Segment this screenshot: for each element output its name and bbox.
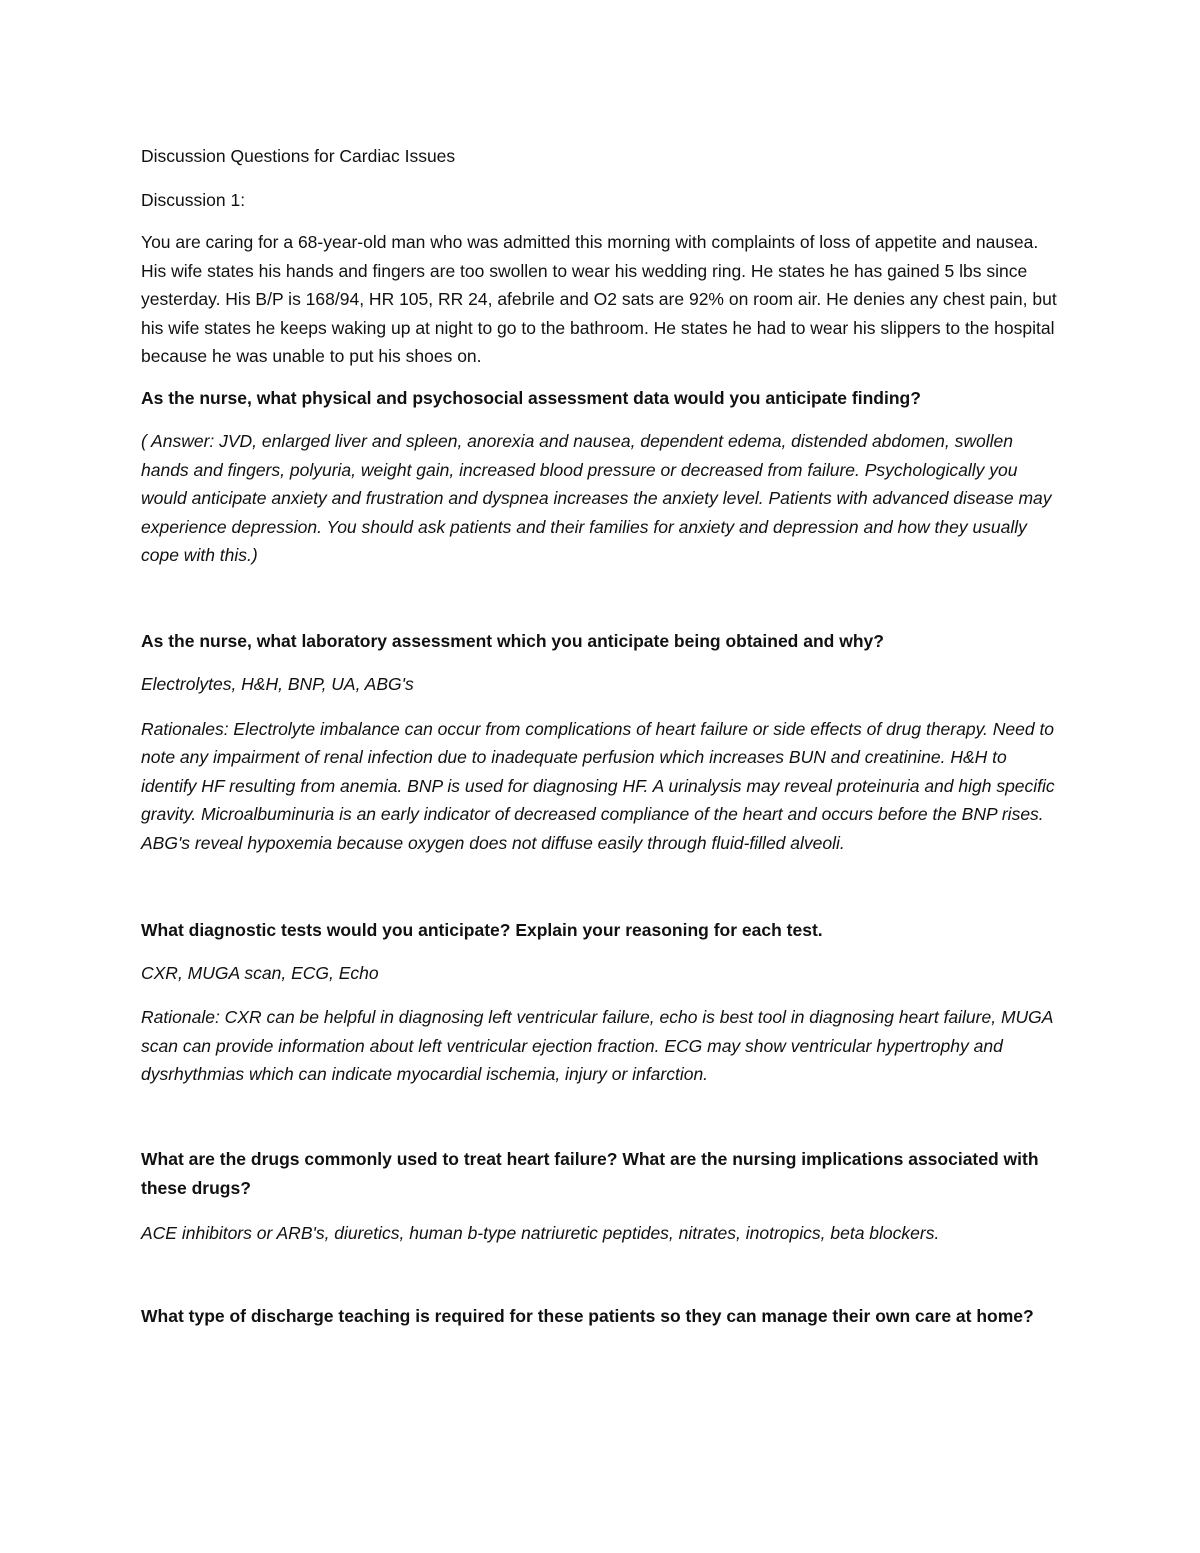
answer-2: Electrolytes, H&H, BNP, UA, ABG's bbox=[141, 673, 414, 694]
answer-4: ACE inhibitors or ARB's, diuretics, human b-type natriuretic peptides, nitrates, inotropics, beta blockers. bbox=[141, 1222, 940, 1243]
answer-1: ( Answer: JVD, enlarged liver and spleen, anorexia and nausea, dependent edema, distended abdomen, swollen hands and fingers, polyuria, weight gain, increased blood pressure or decreased from failure. Psychologically you would anticipate anxiety and frustration and dyspnea increases the anxiety level. Patients with advanced disease may experience depression. You should ask patients and their families for anxiety and depression and how they usually cope with this.) bbox=[141, 430, 1052, 566]
case-scenario: You are caring for a 68-year-old man who was admitted this morning with complaints of loss of appetite and nausea. His wife states his hands and fingers are too swollen to wear his wedding ring. He states he has gained 5 lbs since yesterday. His B/P is 168/94, HR 105, RR 24, afebrile and O2 sats are 92% on room air. He denies any chest pain, but his wife states he keeps waking up at night to go to the bathroom. He states he had to wear his slippers to the hospital because he was unable to put his shoes on. bbox=[141, 232, 1057, 367]
question-4: What are the drugs commonly used to treat heart failure? What are the nursing implications associated with these drugs? bbox=[141, 1148, 1039, 1198]
answer-3: CXR, MUGA scan, ECG, Echo bbox=[141, 962, 379, 983]
question-1: As the nurse, what physical and psychosocial assessment data would you anticipate finding? bbox=[141, 387, 921, 408]
rationale-2: Rationales: Electrolyte imbalance can occur from complications of heart failure or side effects of drug therapy. Need to note any impairment of renal infection due to inadequate perfusion which increases BUN and creatinine. H&H to identify HF resulting from anemia. BNP is used for diagnosing HF. A urinalysis may reveal proteinuria and high specific gravity. Microalbuminuria is an early indicator of decreased compliance of the heart and occurs before the BNP rises. ABG's reveal hypoxemia because oxygen does not diffuse easily through fluid-filled alveoli. bbox=[141, 718, 1055, 853]
document-title: Discussion Questions for Cardiac Issues bbox=[141, 146, 456, 166]
question-5: What type of discharge teaching is required for these patients so they can manage their own care at home? bbox=[141, 1306, 1034, 1327]
question-2: As the nurse, what laboratory assessment which you anticipate being obtained and why? bbox=[141, 630, 884, 651]
rationale-3: Rationale: CXR can be helpful in diagnosing left ventricular failure, echo is best tool in diagnosing heart failure, MUGA scan can provide information about left ventricular ejection fraction. ECG may show ventricular hypertrophy and dysrhythmias which can indicate myocardial ischemia, injury or infarction. bbox=[141, 1007, 1053, 1085]
discussion-heading: Discussion 1: bbox=[141, 190, 246, 210]
question-3: What diagnostic tests would you anticipate? Explain your reasoning for each test. bbox=[141, 919, 823, 940]
document-page bbox=[141, 142, 1061, 1331]
